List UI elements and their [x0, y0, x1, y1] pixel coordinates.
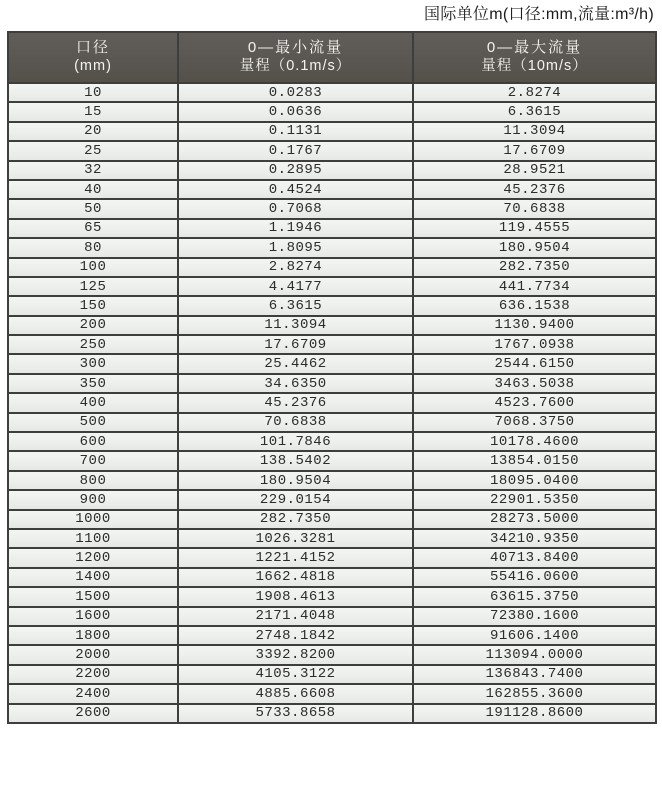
table-row: [8, 335, 656, 354]
max-flow-cell: 72380.1600: [413, 607, 656, 626]
diameter-cell: 700: [8, 451, 178, 470]
table-row: [8, 180, 656, 199]
diameter-cell: 800: [8, 471, 178, 490]
table-row: [8, 102, 656, 121]
max-flow-cell: 70.6838: [413, 199, 656, 218]
max-flow-cell: 119.4555: [413, 219, 656, 238]
min-flow-cell: 34.6350: [178, 374, 413, 393]
header-line1: 口径: [75, 39, 110, 56]
table-row: [8, 451, 656, 470]
min-flow-cell: 4885.6608: [178, 684, 413, 703]
column-header-max-flow: [413, 32, 656, 83]
max-flow-cell: 162855.3600: [413, 684, 656, 703]
diameter-cell: 32: [8, 161, 178, 180]
diameter-cell: 50: [8, 199, 178, 218]
table-row: [8, 122, 656, 141]
max-flow-cell: 17.6709: [413, 141, 656, 160]
min-flow-cell: 4105.3122: [178, 665, 413, 684]
min-flow-cell: 0.1767: [178, 141, 413, 160]
table-row: [8, 626, 656, 645]
diameter-cell: 150: [8, 296, 178, 315]
table-row: [8, 393, 656, 412]
table-row: [8, 704, 656, 723]
diameter-cell: 1400: [8, 568, 178, 587]
min-flow-cell: 0.7068: [178, 199, 413, 218]
max-flow-cell: 180.9504: [413, 238, 656, 257]
max-flow-cell: 22901.5350: [413, 490, 656, 509]
min-flow-cell: 2171.4048: [178, 607, 413, 626]
min-flow-cell: 5733.8658: [178, 704, 413, 723]
table-row: [8, 219, 656, 238]
max-flow-cell: 34210.9350: [413, 529, 656, 548]
diameter-cell: 350: [8, 374, 178, 393]
max-flow-cell: 13854.0150: [413, 451, 656, 470]
table-row: [8, 316, 656, 335]
diameter-cell: 10: [8, 83, 178, 102]
diameter-cell: 2400: [8, 684, 178, 703]
min-flow-cell: 180.9504: [178, 471, 413, 490]
diameter-cell: 2200: [8, 665, 178, 684]
max-flow-cell: 4523.7600: [413, 393, 656, 412]
max-flow-cell: 1130.9400: [413, 316, 656, 335]
max-flow-cell: 191128.8600: [413, 704, 656, 723]
table-row: [8, 684, 656, 703]
diameter-cell: 80: [8, 238, 178, 257]
header-line2: (mm): [74, 58, 112, 74]
column-header-min-flow: [178, 32, 413, 83]
units-note: 国际单位m(口径:mm,流量:m³/h): [424, 6, 654, 23]
min-flow-cell: 1.8095: [178, 238, 413, 257]
max-flow-cell: 45.2376: [413, 180, 656, 199]
max-flow-cell: 6.3615: [413, 102, 656, 121]
min-flow-cell: 45.2376: [178, 393, 413, 412]
table-row: [8, 413, 656, 432]
diameter-cell: 1200: [8, 548, 178, 567]
max-flow-cell: 40713.8400: [413, 548, 656, 567]
table-row: [8, 568, 656, 587]
table-row: [8, 258, 656, 277]
max-flow-cell: 7068.3750: [413, 413, 656, 432]
min-flow-cell: 1221.4152: [178, 548, 413, 567]
header-line1: 0—最小流量: [247, 39, 344, 56]
diameter-cell: 2600: [8, 704, 178, 723]
max-flow-cell: 136843.7400: [413, 665, 656, 684]
table-row: [8, 141, 656, 160]
min-flow-cell: 17.6709: [178, 335, 413, 354]
max-flow-cell: 2.8274: [413, 83, 656, 102]
min-flow-cell: 1026.3281: [178, 529, 413, 548]
min-flow-cell: 0.0636: [178, 102, 413, 121]
min-flow-cell: 2748.1842: [178, 626, 413, 645]
diameter-cell: 250: [8, 335, 178, 354]
max-flow-cell: 55416.0600: [413, 568, 656, 587]
diameter-cell: 600: [8, 432, 178, 451]
diameter-cell: 1000: [8, 510, 178, 529]
diameter-cell: 15: [8, 102, 178, 121]
diameter-cell: 100: [8, 258, 178, 277]
min-flow-cell: 3392.8200: [178, 645, 413, 664]
column-header-diameter: [8, 32, 178, 83]
diameter-cell: 1100: [8, 529, 178, 548]
min-flow-cell: 70.6838: [178, 413, 413, 432]
max-flow-cell: 282.7350: [413, 258, 656, 277]
table-row: [8, 665, 656, 684]
min-flow-cell: 2.8274: [178, 258, 413, 277]
max-flow-cell: 113094.0000: [413, 645, 656, 664]
diameter-cell: 25: [8, 141, 178, 160]
min-flow-cell: 4.4177: [178, 277, 413, 296]
table-row: [8, 607, 656, 626]
max-flow-cell: 3463.5038: [413, 374, 656, 393]
diameter-cell: 40: [8, 180, 178, 199]
min-flow-cell: 1.1946: [178, 219, 413, 238]
diameter-cell: 1500: [8, 587, 178, 606]
max-flow-cell: 10178.4600: [413, 432, 656, 451]
diameter-cell: 2000: [8, 645, 178, 664]
diameter-cell: 300: [8, 354, 178, 373]
max-flow-cell: 18095.0400: [413, 471, 656, 490]
table-row: [8, 510, 656, 529]
min-flow-cell: 138.5402: [178, 451, 413, 470]
table-row: [8, 490, 656, 509]
diameter-cell: 125: [8, 277, 178, 296]
max-flow-cell: 636.1538: [413, 296, 656, 315]
header-line2: 量程（10m/s）: [481, 58, 588, 74]
min-flow-cell: 282.7350: [178, 510, 413, 529]
table-row: [8, 161, 656, 180]
table-row: [8, 83, 656, 102]
diameter-cell: 20: [8, 122, 178, 141]
min-flow-cell: 11.3094: [178, 316, 413, 335]
min-flow-cell: 0.0283: [178, 83, 413, 102]
header-row: [8, 32, 656, 83]
table-row: [8, 645, 656, 664]
table-row: [8, 471, 656, 490]
diameter-cell: 500: [8, 413, 178, 432]
diameter-cell: 1600: [8, 607, 178, 626]
max-flow-cell: 91606.1400: [413, 626, 656, 645]
max-flow-cell: 28.9521: [413, 161, 656, 180]
table-row: [8, 296, 656, 315]
table-row: [8, 354, 656, 373]
max-flow-cell: 28273.5000: [413, 510, 656, 529]
diameter-cell: 900: [8, 490, 178, 509]
table-row: [8, 587, 656, 606]
table-row: [8, 432, 656, 451]
min-flow-cell: 6.3615: [178, 296, 413, 315]
min-flow-cell: 1662.4818: [178, 568, 413, 587]
min-flow-cell: 25.4462: [178, 354, 413, 373]
min-flow-cell: 0.2895: [178, 161, 413, 180]
max-flow-cell: 2544.6150: [413, 354, 656, 373]
min-flow-cell: 0.4524: [178, 180, 413, 199]
diameter-cell: 200: [8, 316, 178, 335]
table-header: [8, 32, 656, 83]
table-row: [8, 529, 656, 548]
table-body: [8, 83, 656, 723]
table-row: [8, 199, 656, 218]
min-flow-cell: 229.0154: [178, 490, 413, 509]
max-flow-cell: 11.3094: [413, 122, 656, 141]
max-flow-cell: 441.7734: [413, 277, 656, 296]
min-flow-cell: 1908.4613: [178, 587, 413, 606]
flow-range-table: [7, 31, 657, 724]
min-flow-cell: 0.1131: [178, 122, 413, 141]
diameter-cell: 400: [8, 393, 178, 412]
max-flow-cell: 63615.3750: [413, 587, 656, 606]
diameter-cell: 65: [8, 219, 178, 238]
table-row: [8, 277, 656, 296]
max-flow-cell: 1767.0938: [413, 335, 656, 354]
table-row: [8, 238, 656, 257]
header-line1: 0—最大流量: [486, 39, 583, 56]
min-flow-cell: 101.7846: [178, 432, 413, 451]
diameter-cell: 1800: [8, 626, 178, 645]
table-row: [8, 374, 656, 393]
header-line2: 量程（0.1m/s）: [239, 58, 352, 74]
table-row: [8, 548, 656, 567]
